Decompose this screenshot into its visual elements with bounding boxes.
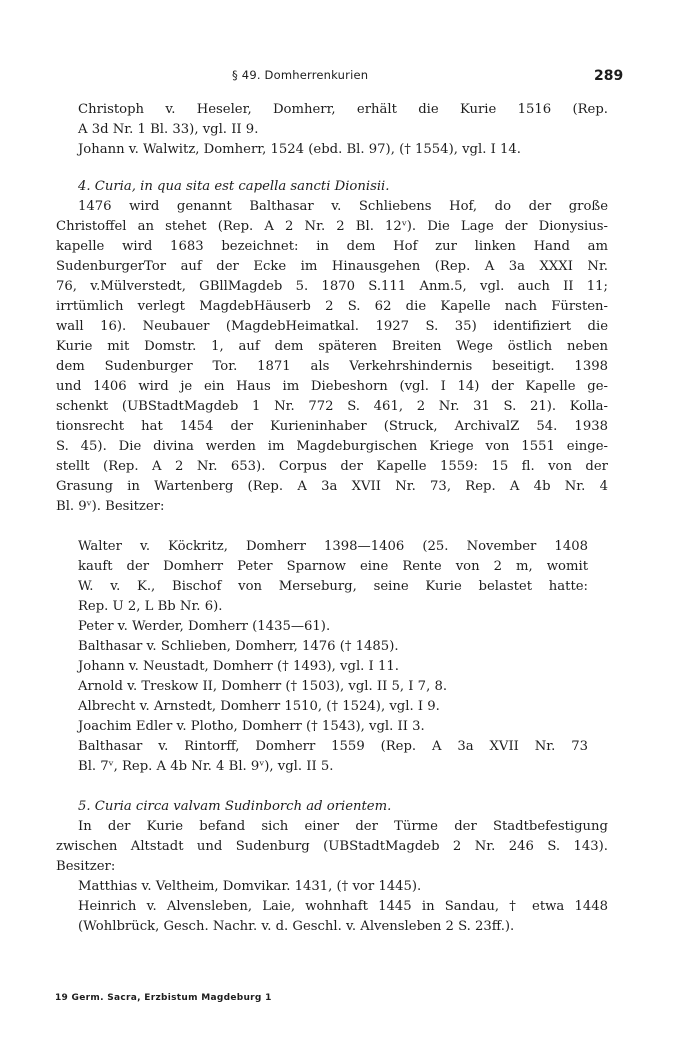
text-line: SudenburgerTor auf der Ecke im Hinausgehen (Rep. A 3a XXXI Nr. (56, 259, 608, 274)
list-item: Albrecht v. Arnstedt, Domherr 1510, († 1524), vgl. I 9. (78, 699, 440, 714)
list-item: (Wohlbrück, Gesch. Nachr. v. d. Geschl. v. Alvensleben 2 S. 23ff.). (78, 919, 515, 934)
running-title: § 49. Domherrenkurien (232, 68, 369, 82)
text-line: wall 16). Neubauer (MagdebHeimatkal. 1927 S. 35) identifiziert die (56, 319, 608, 334)
list-item: Arnold v. Treskow II, Domherr († 1503), vgl. II 5, I 7, 8. (78, 679, 448, 694)
page-header (0, 68, 700, 88)
text-line: Johann v. Walwitz, Domherr, 1524 (ebd. Bl. 97), († 1554), vgl. I 14. (78, 142, 521, 157)
list-item: Walter v. Köckritz, Domherr 1398—1406 (25. November 1408 (78, 539, 588, 554)
text-line: Bl. 9ᵛ). Besitzer: (56, 499, 165, 514)
list-item: Bl. 7ᵛ, Rep. A 4b Nr. 4 Bl. 9ᵛ), vgl. II 5. (78, 759, 334, 774)
text-line: Besitzer: (56, 859, 116, 874)
list-item: Matthias v. Veltheim, Domvikar. 1431, († vor 1445). (78, 879, 422, 894)
list-item: Joachim Edler v. Plotho, Domherr († 1543), vgl. II 3. (78, 719, 425, 734)
text-line: 1476 wird genannt Balthasar v. Schliebens Hof, do der große (78, 199, 608, 214)
list-item: Peter v. Werder, Domherr (1435—61). (78, 619, 331, 634)
text-line: Kurie mit Domstr. 1, auf dem späteren Breiten Wege östlich neben (56, 339, 608, 354)
text-line: Christoph v. Heseler, Domherr, erhält die Kurie 1516 (Rep. (78, 102, 608, 117)
text-line: In der Kurie befand sich einer der Türme der Stadtbefestigung (78, 819, 608, 834)
list-item: Johann v. Neustadt, Domherr († 1493), vgl. I 11. (78, 659, 399, 674)
section-heading: 4. Curia, in qua sita est capella sancti Dionisii. (78, 179, 390, 194)
text-line: zwischen Altstadt und Sudenburg (UBStadtMagdeb 2 Nr. 246 S. 143). (56, 839, 608, 854)
section-heading: 5. Curia circa valvam Sudinborch ad orientem. (78, 799, 392, 814)
text-line: tionsrecht hat 1454 der Kurieninhaber (Struck, ArchivalZ 54. 1938 (56, 419, 608, 434)
text-line: kapelle wird 1683 bezeichnet: in dem Hof zur linken Hand am (56, 239, 608, 254)
list-item: Balthasar v. Schlieben, Domherr, 1476 († 1485). (78, 639, 399, 654)
text-line: stellt (Rep. A 2 Nr. 653). Corpus der Kapelle 1559: 15 fl. von der (56, 459, 608, 474)
list-item: kauft der Domherr Peter Sparnow eine Rente von 2 m, womit (78, 559, 588, 574)
text-line: Christoffel an stehet (Rep. A 2 Nr. 2 Bl. 12ᵛ). Die Lage der Dionysius- (56, 219, 608, 234)
footer-signature: 19 Germ. Sacra, Erzbistum Magdeburg 1 (55, 993, 272, 1003)
text-line: 76, v.Mülverstedt, GBllMagdeb 5. 1870 S.111 Anm.5, vgl. auch II 11; (56, 279, 608, 294)
text-line: und 1406 wird je ein Haus im Diebeshorn (vgl. I 14) der Kapelle ge- (56, 379, 608, 394)
list-item: Heinrich v. Alvensleben, Laie, wohnhaft 1445 in Sandau, † etwa 1448 (78, 899, 608, 914)
text-line: irrtümlich verlegt MagdebHäuserb 2 S. 62 die Kapelle nach Fürsten- (56, 299, 608, 314)
text-line: A 3d Nr. 1 Bl. 33), vgl. II 9. (78, 122, 259, 137)
text-line: schenkt (UBStadtMagdeb 1 Nr. 772 S. 461, 2 Nr. 31 S. 21). Kolla- (56, 399, 608, 414)
list-item: W. v. K., Bischof von Merseburg, seine Kurie belastet hatte: (78, 579, 588, 594)
list-item: Balthasar v. Rintorff, Domherr 1559 (Rep. A 3a XVII Nr. 73 (78, 739, 588, 754)
text-line: S. 45). Die divina werden im Magdeburgischen Kriege von 1551 einge- (56, 439, 608, 454)
text-line: dem Sudenburger Tor. 1871 als Verkehrshindernis beseitigt. 1398 (56, 359, 608, 374)
text-line: Grasung in Wartenberg (Rep. A 3a XVII Nr. 73, Rep. A 4b Nr. 4 (56, 479, 608, 494)
list-item: Rep. U 2, L Bb Nr. 6). (78, 599, 223, 614)
page-number: 289 (594, 68, 624, 84)
